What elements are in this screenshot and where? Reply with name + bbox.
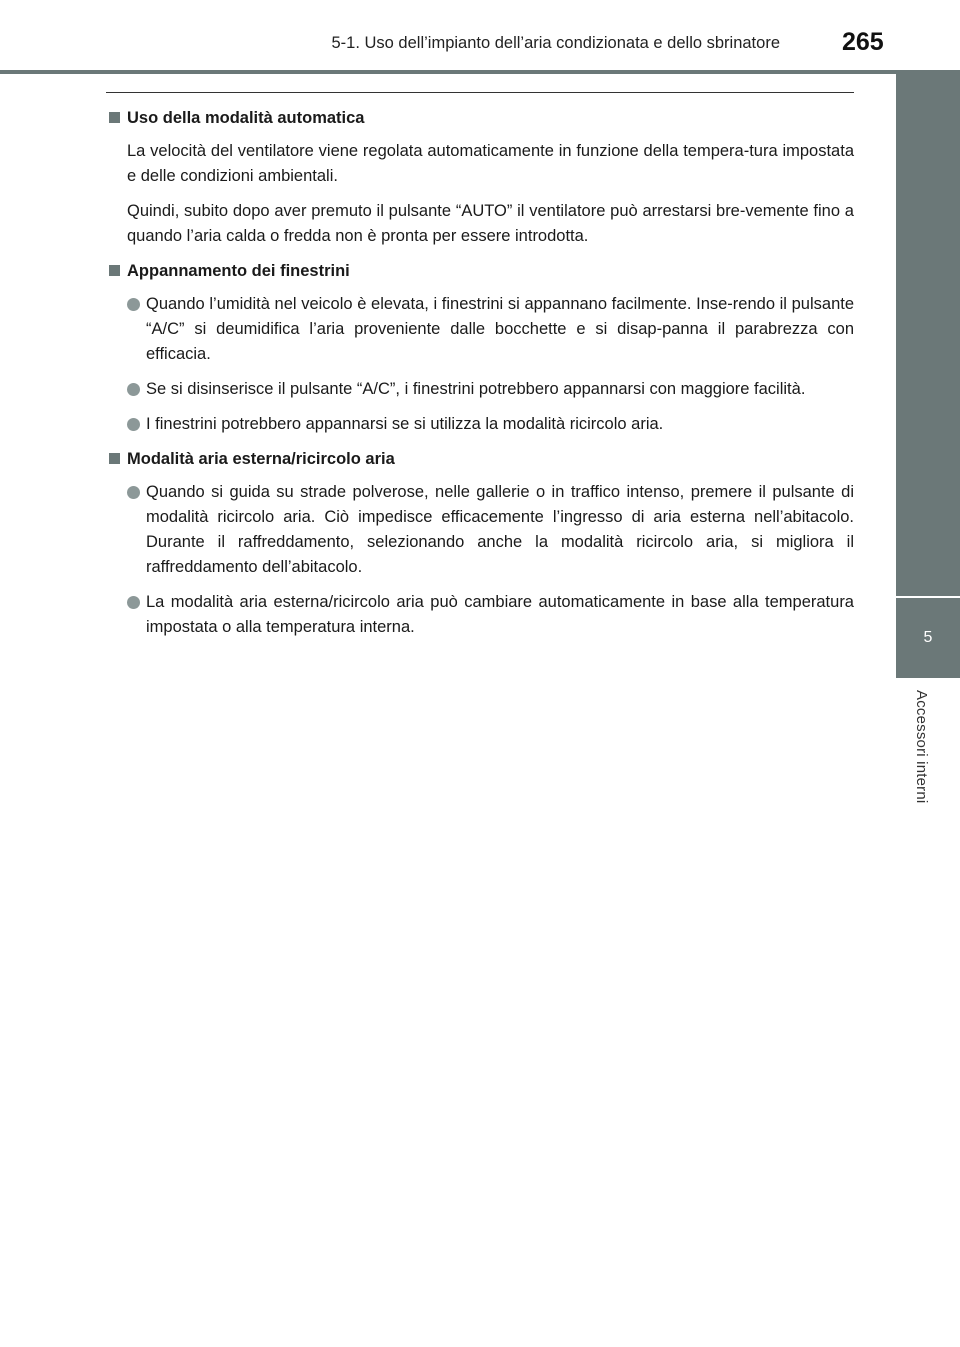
square-bullet-icon xyxy=(109,112,120,123)
paragraph: Quindi, subito dopo aver premuto il pulsante “AUTO” il ventilatore può arrestarsi bre-vemente fino a quando l’aria calda o fredda non è pronta per essere introdotta. xyxy=(127,202,854,245)
section-title xyxy=(108,447,854,472)
bullet-text: Se si disinserisce il pulsante “A/C”, i finestrini potrebbero appannarsi con maggiore facilità. xyxy=(146,380,806,398)
section-title-text: Appannamento dei finestrini xyxy=(127,262,350,280)
bullet-text: La modalità aria esterna/ricircolo aria può cambiare automaticamente in base alla temperatura impostata o alla temperatura interna. xyxy=(146,593,854,636)
bullet-text: Quando l’umidità nel veicolo è elevata, i finestrini si appannano facilmente. Inse-rendo il pulsante “A/C” si deumidifica l’aria proveniente dalle bocchette e si disap-panna il parabrezza con efficacia. xyxy=(146,295,854,363)
circle-bullet-icon xyxy=(127,486,140,499)
square-bullet-icon xyxy=(109,453,120,464)
section-air-recirculation xyxy=(108,447,854,640)
circle-bullet-icon xyxy=(127,418,140,431)
section-title xyxy=(108,259,854,284)
square-bullet-icon xyxy=(109,265,120,276)
circle-bullet-icon xyxy=(127,596,140,609)
page-content xyxy=(108,106,854,650)
header-title: 5-1. Uso dell’impianto dell’aria condizionata e dello sbrinatore xyxy=(331,34,780,52)
bullet-item xyxy=(127,590,854,640)
paragraph: La velocità del ventilatore viene regolata automaticamente in funzione della tempera-tura impostata e delle condizioni ambientali. xyxy=(127,142,854,185)
circle-bullet-icon xyxy=(127,298,140,311)
section-title-text: Modalità aria esterna/ricircolo aria xyxy=(127,450,395,468)
header-rule xyxy=(0,70,960,74)
chapter-tab xyxy=(896,598,960,678)
circle-bullet-icon xyxy=(127,383,140,396)
bullet-text: Quando si guida su strade polverose, nelle gallerie o in traffico intenso, premere il pulsante di modalità ricircolo aria. Ciò impedisce efficacemente l’ingresso di aria esterna nell’abitacolo. Durante il raffreddamento, selezionando anche la modalità ricircolo aria, si migliora il raffreddamento dell’abitacolo. xyxy=(146,483,854,576)
chapter-label: Accessori interni xyxy=(913,690,930,804)
side-tab-bar xyxy=(896,74,960,596)
section-automatic-mode xyxy=(108,106,854,249)
bullet-item xyxy=(127,292,854,367)
bullet-item xyxy=(127,377,854,402)
content-divider xyxy=(106,92,854,93)
bullet-item xyxy=(127,480,854,580)
bullet-item xyxy=(127,412,854,437)
page-number: 265 xyxy=(842,28,884,56)
bullet-text: I finestrini potrebbero appannarsi se si utilizza la modalità ricircolo aria. xyxy=(146,415,664,433)
section-title-text: Uso della modalità automatica xyxy=(127,109,365,127)
section-window-fogging xyxy=(108,259,854,437)
chapter-number: 5 xyxy=(923,629,933,646)
section-title xyxy=(108,106,854,131)
